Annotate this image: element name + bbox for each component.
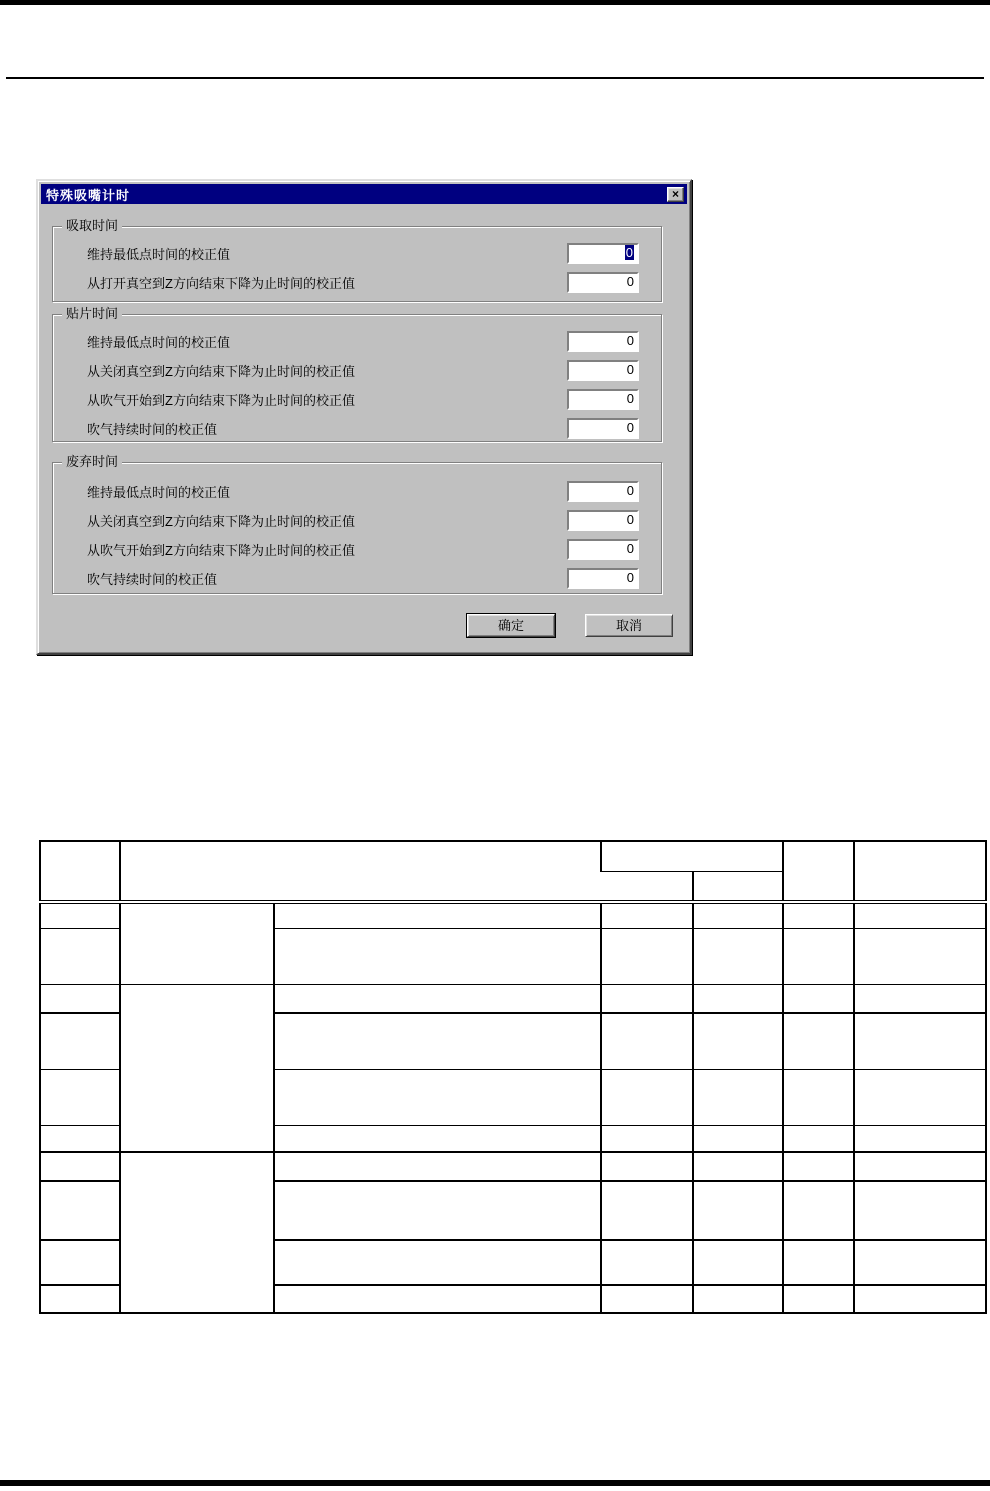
input-text: 0: [626, 541, 634, 556]
dialog-titlebar[interactable]: [41, 184, 687, 204]
close-icon[interactable]: ×: [667, 187, 684, 202]
body-cell: [601, 1069, 693, 1125]
body-cell: [783, 1152, 854, 1181]
correction-value-input[interactable]: [567, 510, 639, 531]
body-cell: [274, 1125, 601, 1152]
body-cell: [693, 1069, 783, 1125]
group-pick-time-label: 吸取时间: [62, 218, 122, 234]
body-cell: [693, 984, 783, 1013]
header-subcell: [693, 871, 783, 902]
field-row: [53, 506, 661, 535]
body-cell: [601, 902, 693, 928]
body-cell: [274, 928, 601, 984]
ok-button[interactable]: 确定: [467, 614, 555, 637]
field-row: [53, 564, 661, 593]
header-group-cell: [601, 841, 783, 871]
page-header-rule: [6, 77, 984, 79]
field-row: [53, 414, 661, 443]
correction-value-input[interactable]: [567, 243, 639, 264]
merged-label-cell: [120, 984, 274, 1152]
body-cell: [274, 902, 601, 928]
body-cell: [601, 984, 693, 1013]
input-text: 0: [626, 483, 634, 498]
field-row: [53, 477, 661, 506]
group-pick-time: [52, 218, 662, 302]
merged-label-cell: [120, 902, 274, 984]
body-cell: [274, 1013, 601, 1069]
field-row: [53, 385, 661, 414]
group-discard-time-label: 废弃时间: [62, 454, 122, 470]
correction-value-input[interactable]: [567, 331, 639, 352]
correction-value-input[interactable]: [567, 568, 639, 589]
header-cell: [783, 841, 854, 902]
body-cell: [40, 1069, 120, 1125]
header-cell: [40, 841, 120, 902]
field-row: [53, 239, 661, 268]
input-text: 0: [626, 512, 634, 527]
header-cell: [120, 841, 601, 902]
input-text: 0: [626, 391, 634, 406]
input-text: 0: [626, 333, 634, 348]
body-cell: [854, 1069, 986, 1125]
body-cell: [40, 902, 120, 928]
page-top-rule: [0, 0, 990, 5]
body-cell: [601, 1240, 693, 1285]
field-row: [53, 268, 661, 297]
correction-value-input[interactable]: [567, 481, 639, 502]
page-bottom-rule: [0, 1480, 990, 1486]
correction-value-input[interactable]: [567, 539, 639, 560]
body-cell: [274, 1240, 601, 1285]
body-cell: [854, 1013, 986, 1069]
cancel-button[interactable]: 取消: [585, 614, 673, 637]
field-label: 吹气持续时间的校正值: [87, 572, 218, 587]
body-cell: [854, 1125, 986, 1152]
empty-spec-table: [39, 840, 987, 1314]
body-cell: [693, 902, 783, 928]
field-label: 从关闭真空到Z方向结束下降为止时间的校正值: [87, 364, 355, 379]
body-cell: [783, 928, 854, 984]
body-cell: [783, 1240, 854, 1285]
field-label: 维持最低点时间的校正值: [87, 485, 231, 500]
body-cell: [783, 1285, 854, 1313]
body-cell: [693, 1152, 783, 1181]
input-text: 0: [626, 274, 634, 289]
body-cell: [693, 928, 783, 984]
field-label: 维持最低点时间的校正值: [87, 247, 231, 262]
body-cell: [601, 1125, 693, 1152]
body-cell: [40, 1013, 120, 1069]
body-cell: [40, 984, 120, 1013]
body-cell: [601, 928, 693, 984]
field-label: 从打开真空到Z方向结束下降为止时间的校正值: [87, 276, 355, 291]
body-cell: [40, 1152, 120, 1181]
field-label: 维持最低点时间的校正值: [87, 335, 231, 350]
field-row: [53, 356, 661, 385]
body-cell: [693, 1181, 783, 1240]
body-cell: [693, 1285, 783, 1313]
body-cell: [783, 902, 854, 928]
input-text: 0: [626, 570, 634, 585]
field-label: 从吹气开始到Z方向结束下降为止时间的校正值: [87, 393, 355, 408]
group-place-time: [52, 306, 662, 442]
body-cell: [854, 902, 986, 928]
field-row: [53, 535, 661, 564]
correction-value-input[interactable]: [567, 389, 639, 410]
field-label: 从关闭真空到Z方向结束下降为止时间的校正值: [87, 514, 355, 529]
body-cell: [854, 1285, 986, 1313]
body-cell: [40, 1125, 120, 1152]
body-cell: [854, 928, 986, 984]
body-cell: [601, 1285, 693, 1313]
body-cell: [274, 1152, 601, 1181]
merged-label-cell: [120, 1152, 274, 1313]
body-cell: [40, 1181, 120, 1240]
input-text: 0: [626, 420, 634, 435]
body-cell: [693, 1013, 783, 1069]
body-cell: [601, 1181, 693, 1240]
body-cell: [40, 1285, 120, 1313]
body-cell: [274, 1181, 601, 1240]
header-cell: [854, 841, 986, 902]
field-label: 吹气持续时间的校正值: [87, 422, 218, 437]
body-cell: [40, 928, 120, 984]
body-cell: [783, 1013, 854, 1069]
group-discard-time: [52, 454, 662, 594]
body-cell: [854, 1152, 986, 1181]
body-cell: [854, 1240, 986, 1285]
body-cell: [854, 1181, 986, 1240]
dialog-title: 特殊吸嘴计时: [46, 187, 131, 203]
body-cell: [783, 984, 854, 1013]
correction-value-input[interactable]: [567, 272, 639, 293]
body-cell: [783, 1181, 854, 1240]
body-cell: [274, 1285, 601, 1313]
header-subcell: [601, 871, 693, 902]
selected-input-text: 0: [625, 245, 633, 260]
special-nozzle-timing-dialog: [36, 179, 692, 655]
body-cell: [601, 1013, 693, 1069]
correction-value-input[interactable]: [567, 418, 639, 439]
field-row: [53, 327, 661, 356]
body-cell: [693, 1240, 783, 1285]
body-cell: [40, 1240, 120, 1285]
body-cell: [783, 1125, 854, 1152]
field-label: 从吹气开始到Z方向结束下降为止时间的校正值: [87, 543, 355, 558]
body-cell: [601, 1152, 693, 1181]
body-cell: [274, 984, 601, 1013]
correction-value-input[interactable]: [567, 360, 639, 381]
body-cell: [274, 1069, 601, 1125]
group-place-time-label: 贴片时间: [62, 306, 122, 322]
body-cell: [854, 984, 986, 1013]
body-cell: [783, 1069, 854, 1125]
input-text: 0: [626, 362, 634, 377]
body-cell: [693, 1125, 783, 1152]
